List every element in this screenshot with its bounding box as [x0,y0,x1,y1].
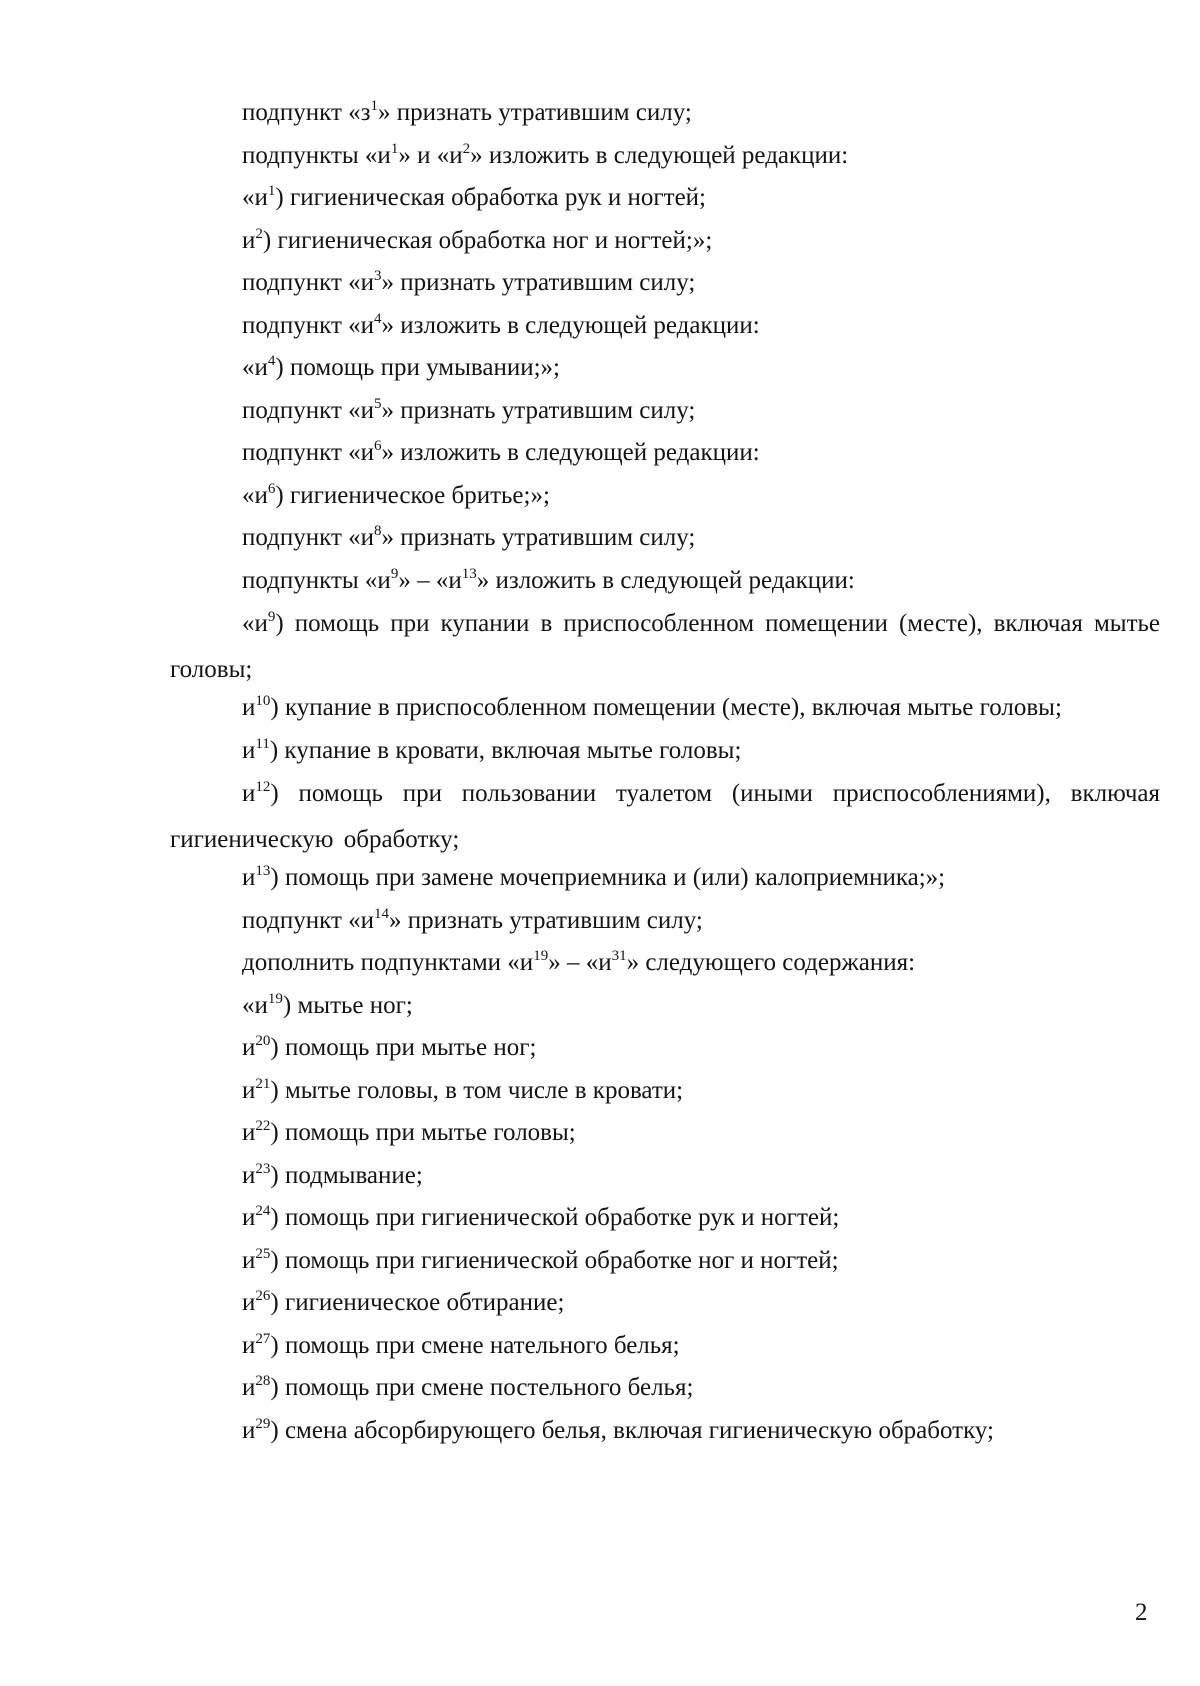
page-number: 2 [1135,1599,1148,1626]
line-25: $и^{24}$) помощь при гигиенической обработке рук и ногтей; [242,1203,840,1231]
line-8: подпункт «$и^5$» признать утратившим силу; [242,396,696,424]
line-7: «$и^4$) помощь при умывании;»; [242,353,560,381]
line-21: $и^{20}$) помощь при мытье ног; [242,1033,537,1061]
line-15: $и^{11}$) купание в кровати, включая мытье головы; [242,736,742,764]
line-28: $и^{27}$) помощь при смене нательного белья; [242,1331,680,1359]
line-19: дополнить подпунктами «$и^{19}$» – «$и^{31}$» следующего содержания: [242,948,916,976]
line-29: $и^{28}$) помощь при смене постельного белья; [242,1373,694,1401]
line-23: $и^{22}$) помощь при мытье головы; [242,1118,576,1146]
line-5: подпункт «$и^3$» признать утратившим силу; [242,268,696,296]
line-24: $и^{23}$) подмывание; [242,1161,423,1189]
line-27: $и^{26}$) гигиеническое обтирание; [242,1288,565,1316]
line-20: «$и^{19}$) мытье ног; [242,991,413,1019]
line-11: подпункт «$и^8$» признать утратившим силу; [242,523,696,551]
line-3: «$и^1$) гигиеническая обработка рук и ногтей; [242,183,707,211]
line-2: подпункты «$и^1$» и «$и^2$» изложить в следующей редакции: [242,141,849,169]
paragraph-wrapped-1: «$и^9$) помощь при купании в приспособленном помещении (месте), включая мытье головы; [170,609,1160,683]
line-12: подпункты «$и^9$» – «$и^{13}$» изложить в следующей редакции: [242,566,855,594]
line-1: подпункт «$з^1$» признать утратившим силу; [242,98,692,126]
line-10: «$и^6$) гигиеническое бритье;»; [242,481,550,509]
line-6: подпункт «$и^4$» изложить в следующей редакции: [242,311,760,339]
line-30: $и^{29}$) смена абсорбирующего белья, включая гигиеническую обработку; [242,1416,994,1444]
line-22: $и^{21}$) мытье головы, в том числе в кровати; [242,1076,684,1104]
paragraph-wrapped-2: $и^{12}$) помощь при пользовании туалетом (иными приспособлениями), включая гигиеническую обработку; [170,779,1160,853]
line-17: $и^{13}$) помощь при замене мочеприемника и (или) калоприемника;»; [242,863,946,891]
line-18: подпункт «$и^{14}$» признать утратившим силу; [242,906,703,934]
line-14: $и^{10}$) купание в приспособленном помещении (месте), включая мытье головы; [242,693,1062,721]
line-9: подпункт «$и^6$» изложить в следующей редакции: [242,438,760,466]
line-4: $и^2$) гигиеническая обработка ног и ногтей;»; [242,226,713,254]
line-26: $и^{25}$) помощь при гигиенической обработке ног и ногтей; [242,1246,839,1274]
